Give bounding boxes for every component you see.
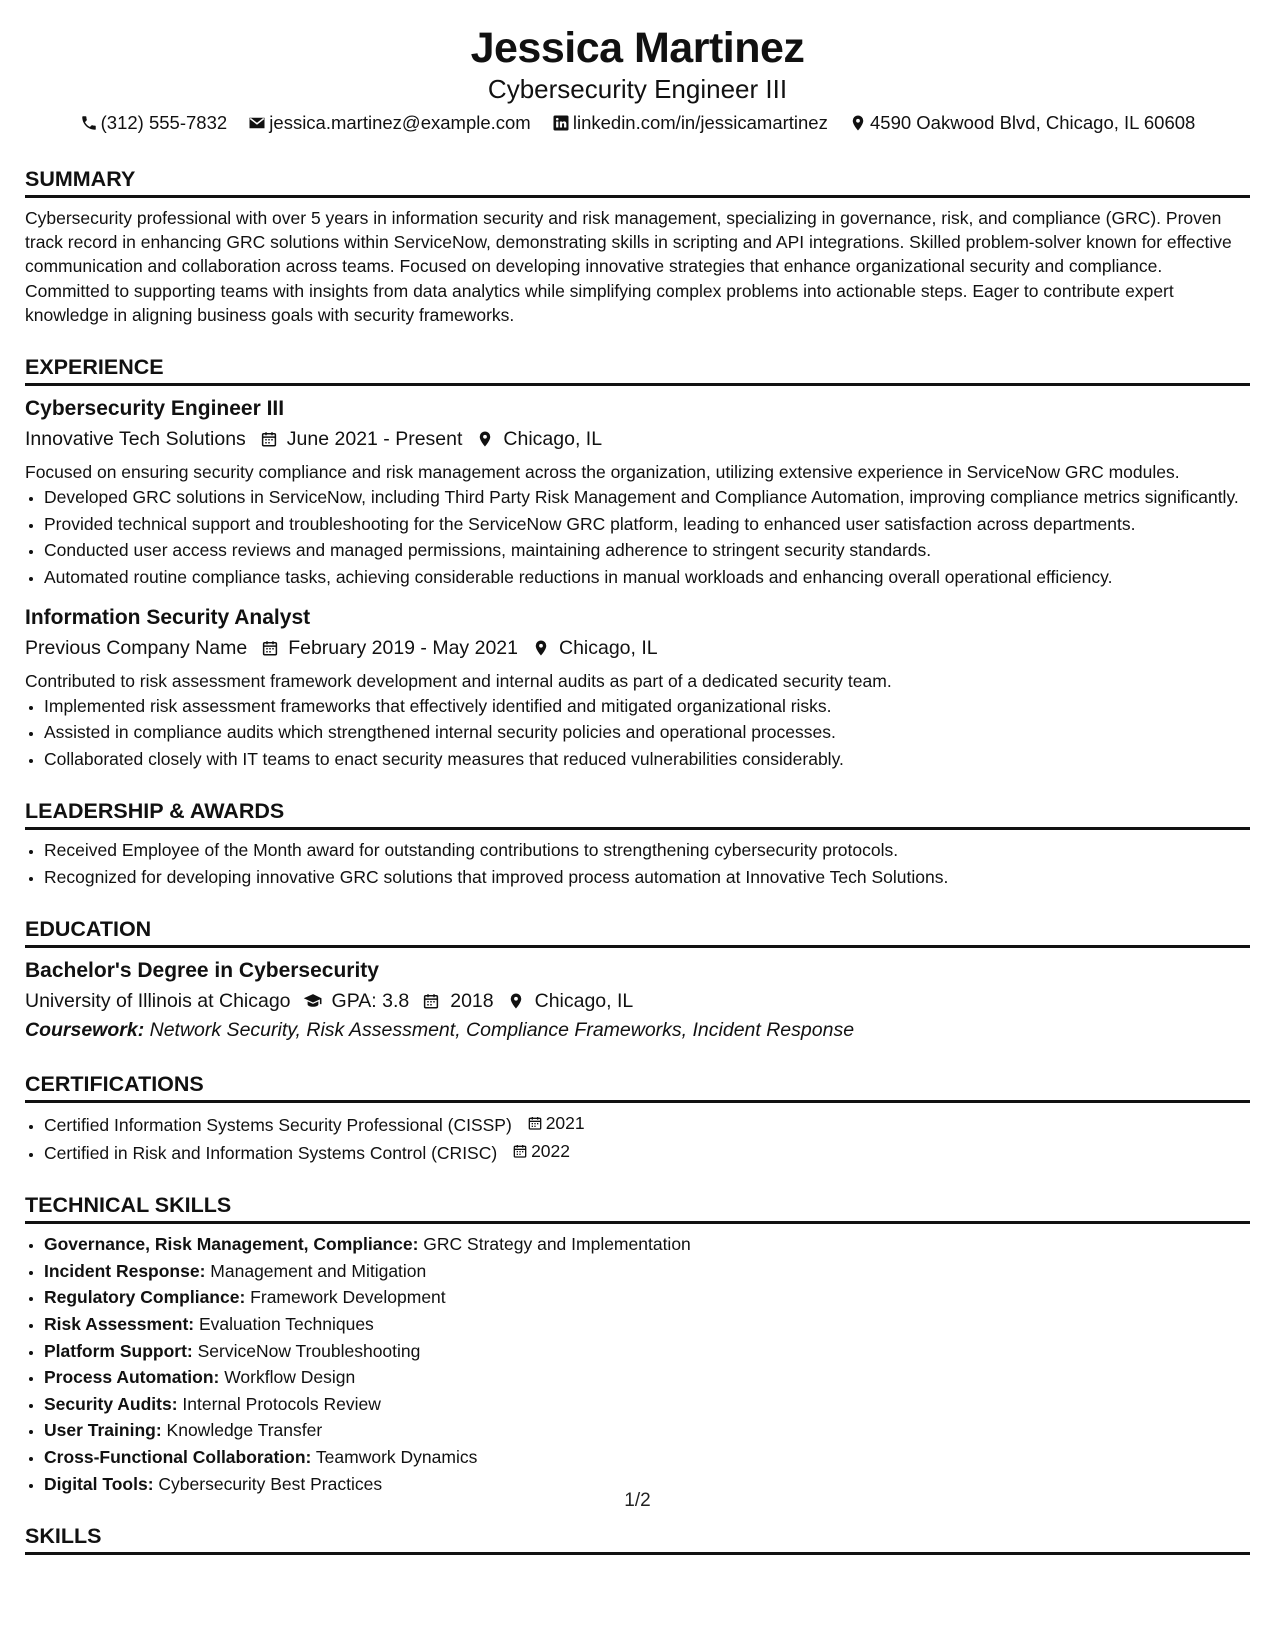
skill-label: Incident Response: — [44, 1260, 206, 1281]
skills-section — [25, 1522, 1250, 1555]
education-section — [25, 915, 1250, 1044]
address-text: 4590 Oakwood Blvd, Chicago, IL 60608 — [870, 112, 1196, 133]
calendar-icon — [421, 992, 441, 1010]
skill-label: Security Audits: — [44, 1393, 178, 1414]
contact-phone[interactable] — [80, 110, 228, 136]
gpa — [301, 986, 410, 1016]
contact-line — [25, 110, 1250, 139]
linkedin-text: linkedin.com/in/jessicamartinez — [572, 112, 828, 133]
map-pin-icon — [849, 114, 867, 132]
phone-icon — [80, 114, 98, 132]
section-heading: TECHNICAL SKILLS — [25, 1191, 1250, 1224]
leadership-section — [25, 797, 1250, 889]
section-heading: EXPERIENCE — [25, 353, 1250, 386]
skill-label: Governance, Risk Management, Compliance: — [44, 1234, 419, 1255]
job-location — [530, 633, 658, 663]
graduation-cap-icon — [303, 992, 323, 1010]
skill-label: Cross-Functional Collaboration: — [44, 1446, 312, 1467]
section-heading: SUMMARY — [25, 165, 1250, 198]
job-company: Innovative Tech Solutions — [25, 428, 246, 451]
coursework — [25, 1016, 1250, 1044]
envelope-icon — [248, 114, 266, 132]
school-location — [504, 986, 634, 1016]
job-meta — [25, 633, 1250, 663]
job-dates-text: February 2019 - May 2021 — [288, 636, 518, 659]
calendar-icon — [512, 1143, 528, 1159]
list-item — [44, 1392, 1250, 1416]
list-item — [44, 1312, 1250, 1336]
list-item — [44, 1285, 1250, 1309]
job-bullets — [25, 485, 1250, 589]
candidate-title: Cybersecurity Engineer III — [487, 74, 788, 104]
cert-year — [527, 1111, 585, 1135]
summary-text: Cybersecurity professional with over 5 years in information security and risk management, specializing in governance, risk, and compliance (GRC). Proven track record in enhancing GRC solutions within ServiceNow, demonstrating skills in scripting and API integrations. Skilled problem-solver known for effective communication and collaboration across teams. Focused on developing innovative strategies that enhance organizational security and compliance. Committed to supporting teams with insights from data analytics while simplifying complex problems into actionable steps. Eager to contribute expert knowledge in aligning business goals with security frameworks. — [25, 208, 1232, 325]
skill-label: Regulatory Compliance: — [44, 1287, 246, 1308]
calendar-icon — [260, 430, 278, 448]
skill-value: Cybersecurity Best Practices — [158, 1473, 383, 1494]
skill-value: Management and Mitigation — [210, 1260, 427, 1281]
coursework-label: Coursework: — [25, 1018, 145, 1041]
list-item — [44, 1445, 1250, 1469]
degree-title: Bachelor's Degree in Cybersecurity — [25, 958, 379, 982]
list-item: • Provided technical support and troubleshooting for the ServiceNow GRC platform, leading to enhanced user satisfaction across departments. — [44, 512, 1250, 536]
list-item: • Conducted user access reviews and managed permissions, maintaining adherence to stringent security standards. — [44, 538, 1250, 562]
list-item — [44, 1365, 1250, 1389]
job-location-text: Chicago, IL — [558, 636, 658, 659]
job-location — [474, 424, 602, 454]
linkedin-icon — [552, 114, 570, 132]
section-heading: SKILLS — [25, 1522, 1250, 1555]
job-entry — [25, 603, 1250, 771]
cert-year-text: 2022 — [531, 1141, 571, 1162]
skill-label: User Training: — [44, 1420, 162, 1441]
school-location-text: Chicago, IL — [534, 989, 634, 1012]
technical-skills-section — [25, 1191, 1250, 1495]
gpa-text: GPA: 3.8 — [331, 989, 410, 1012]
job-dates — [258, 424, 463, 454]
skill-value: ServiceNow Troubleshooting — [197, 1340, 421, 1361]
page-number: 1/2 — [624, 1490, 651, 1511]
job-description: Contributed to risk assessment framework development and internal audits as part of a dedicated security team. — [25, 670, 892, 691]
map-pin-icon — [506, 992, 526, 1010]
phone-text: (312) 555-7832 — [100, 112, 228, 133]
section-heading: CERTIFICATIONS — [25, 1070, 1250, 1103]
section-heading: LEADERSHIP & AWARDS — [25, 797, 1250, 830]
job-meta — [25, 424, 1250, 454]
job-title: Cybersecurity Engineer III — [25, 397, 285, 421]
skill-label: Risk Assessment: — [44, 1313, 195, 1334]
list-item — [44, 1339, 1250, 1363]
job-description: Focused on ensuring security compliance and risk management across the organization, utilizing extensive experience in ServiceNow GRC modules. — [25, 462, 1180, 483]
skill-label: Digital Tools: — [44, 1473, 154, 1494]
education-meta — [25, 986, 1250, 1016]
contact-address — [849, 110, 1195, 136]
skill-value: Knowledge Transfer — [166, 1420, 323, 1441]
list-item: • Developed GRC solutions in ServiceNow, including Third Party Risk Management and Compliance Automation, improving compliance metrics significantly. — [44, 485, 1250, 509]
list-item: • Automated routine compliance tasks, achieving considerable reductions in manual workloads and enhancing overall operational efficiency. — [44, 565, 1250, 589]
skill-value: Workflow Design — [224, 1367, 356, 1388]
list-item: • Assisted in compliance audits which strengthened internal security policies and operational processes. — [44, 720, 1250, 744]
cert-year-text: 2021 — [545, 1112, 585, 1133]
job-location-text: Chicago, IL — [503, 428, 603, 451]
certifications-section — [25, 1070, 1250, 1166]
job-bullets — [25, 694, 1250, 771]
skill-value: Framework Development — [250, 1287, 446, 1308]
list-item — [44, 1111, 1250, 1137]
skill-value: Teamwork Dynamics — [315, 1446, 478, 1467]
skill-value: Internal Protocols Review — [182, 1393, 381, 1414]
skill-label: Process Automation: — [44, 1367, 220, 1388]
resume-header — [25, 22, 1250, 139]
cert-name: Certified in Risk and Information Systems Control (CRISC) — [44, 1143, 498, 1164]
leadership-list — [25, 838, 1250, 889]
resume-page — [25, 22, 1250, 1563]
contact-email[interactable] — [248, 110, 530, 136]
email-text: jessica.martinez@example.com — [269, 112, 531, 133]
list-item — [44, 1259, 1250, 1283]
list-item — [44, 1418, 1250, 1442]
map-pin-icon — [532, 639, 550, 657]
calendar-icon — [527, 1115, 543, 1131]
summary-section — [25, 165, 1250, 327]
section-heading: EDUCATION — [25, 915, 1250, 948]
technical-skills-list — [25, 1232, 1250, 1495]
contact-linkedin[interactable] — [552, 110, 828, 136]
skill-value: Evaluation Techniques — [199, 1313, 374, 1334]
list-item: • Received Employee of the Month award for outstanding contributions to strengthening cybersecurity protocols. — [44, 838, 1250, 862]
calendar-icon — [261, 639, 279, 657]
candidate-name: Jessica Martinez — [470, 24, 805, 72]
job-entry — [25, 394, 1250, 589]
job-dates — [259, 633, 518, 663]
cert-name: Certified Information Systems Security Professional (CISSP) — [44, 1114, 512, 1135]
coursework-text: Network Security, Risk Assessment, Compliance Frameworks, Incident Response — [149, 1018, 855, 1041]
list-item: • Recognized for developing innovative GRC solutions that improved process automation at Innovative Tech Solutions. — [44, 865, 1250, 889]
skill-value: GRC Strategy and Implementation — [423, 1234, 691, 1255]
list-item: • Collaborated closely with IT teams to enact security measures that reduced vulnerabilities considerably. — [44, 747, 1250, 771]
job-company: Previous Company Name — [25, 636, 248, 659]
graduation-year — [419, 986, 493, 1016]
experience-section — [25, 353, 1250, 771]
list-item: • Implemented risk assessment frameworks that effectively identified and mitigated organizational risks. — [44, 694, 1250, 718]
cert-year — [512, 1139, 570, 1163]
job-title: Information Security Analyst — [25, 605, 311, 629]
map-pin-icon — [476, 430, 494, 448]
list-item — [44, 1232, 1250, 1256]
job-dates-text: June 2021 - Present — [286, 428, 463, 451]
certifications-list — [25, 1111, 1250, 1166]
school-name: University of Illinois at Chicago — [25, 989, 291, 1012]
list-item — [44, 1139, 1250, 1165]
skill-label: Platform Support: — [44, 1340, 193, 1361]
graduation-year-text: 2018 — [450, 989, 494, 1012]
